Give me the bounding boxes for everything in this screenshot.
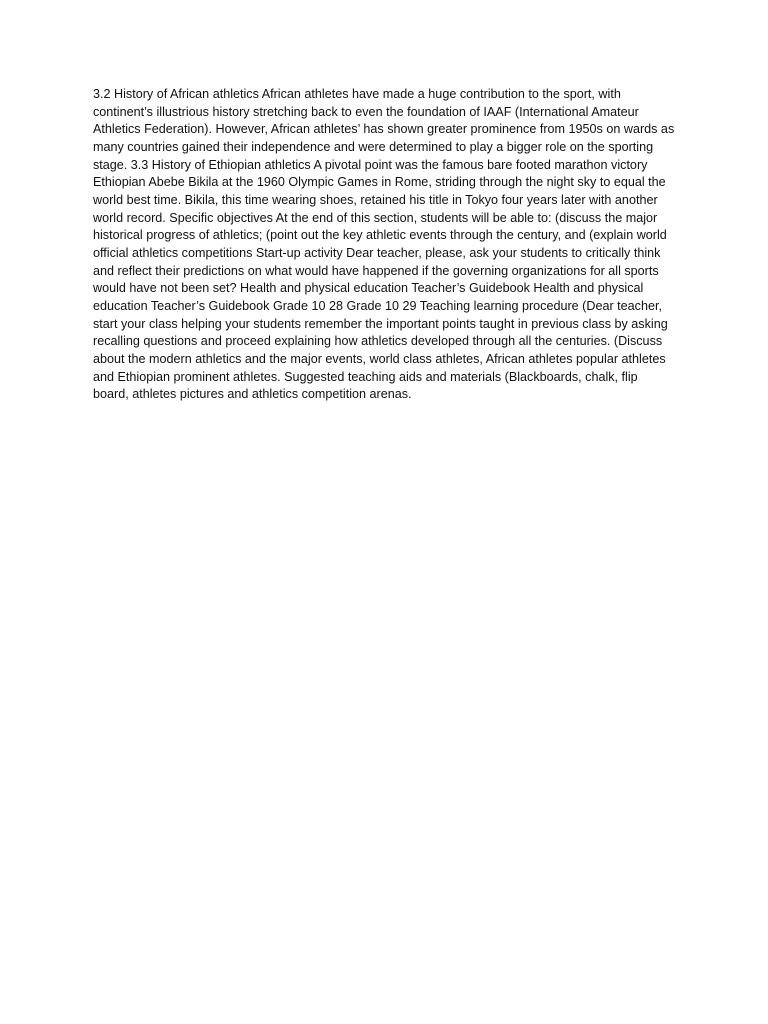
body-paragraph: 3.2 History of African athletics African athletes have made a huge contribution to the sport, with continent’s illustrious history stretching back to even the foundation of IAAF (International Amateur Athletics Federation). However, African athletes’ has shown greater prominence from 1950s on wards as many countries gained their independence and were determined to play a bigger role on the sporting stage. 3.3 History of Ethiopian athletics A pivotal point was the famous bare footed marathon victory Ethiopian Abebe Bikila at the 1960 Olympic Games in Rome, striding through the night sky to equal the world best time. Bikila, this time wearing shoes, retained his title in Tokyo four years later with another world record. Specific objectives At the end of this section, students will be able to: (discuss the major historical progress of athletics; (point out the key athletic events through the century, and (explain world official athletics competitions Start-up activity Dear teacher, please, ask your students to critically think and reflect their predictions on what would have happened if the governing organizations for all sports would have not been set? Health and physical education Teacher’s Guidebook Health and physical education Teacher’s Guidebook Grade 10 28 Grade 10 29 Teaching learning procedure (Dear teacher, start your class helping your students remember the important points taught in previous class by asking recalling questions and proceed explaining how athletics developed through all the centuries. (Discuss about the modern athletics and the major events, world class athletes, African athletes popular athletes and Ethiopian prominent athletes. Suggested teaching aids and materials (Blackboards, chalk, flip board, athletes pictures and athletics competition arenas. (93, 87, 675, 402)
